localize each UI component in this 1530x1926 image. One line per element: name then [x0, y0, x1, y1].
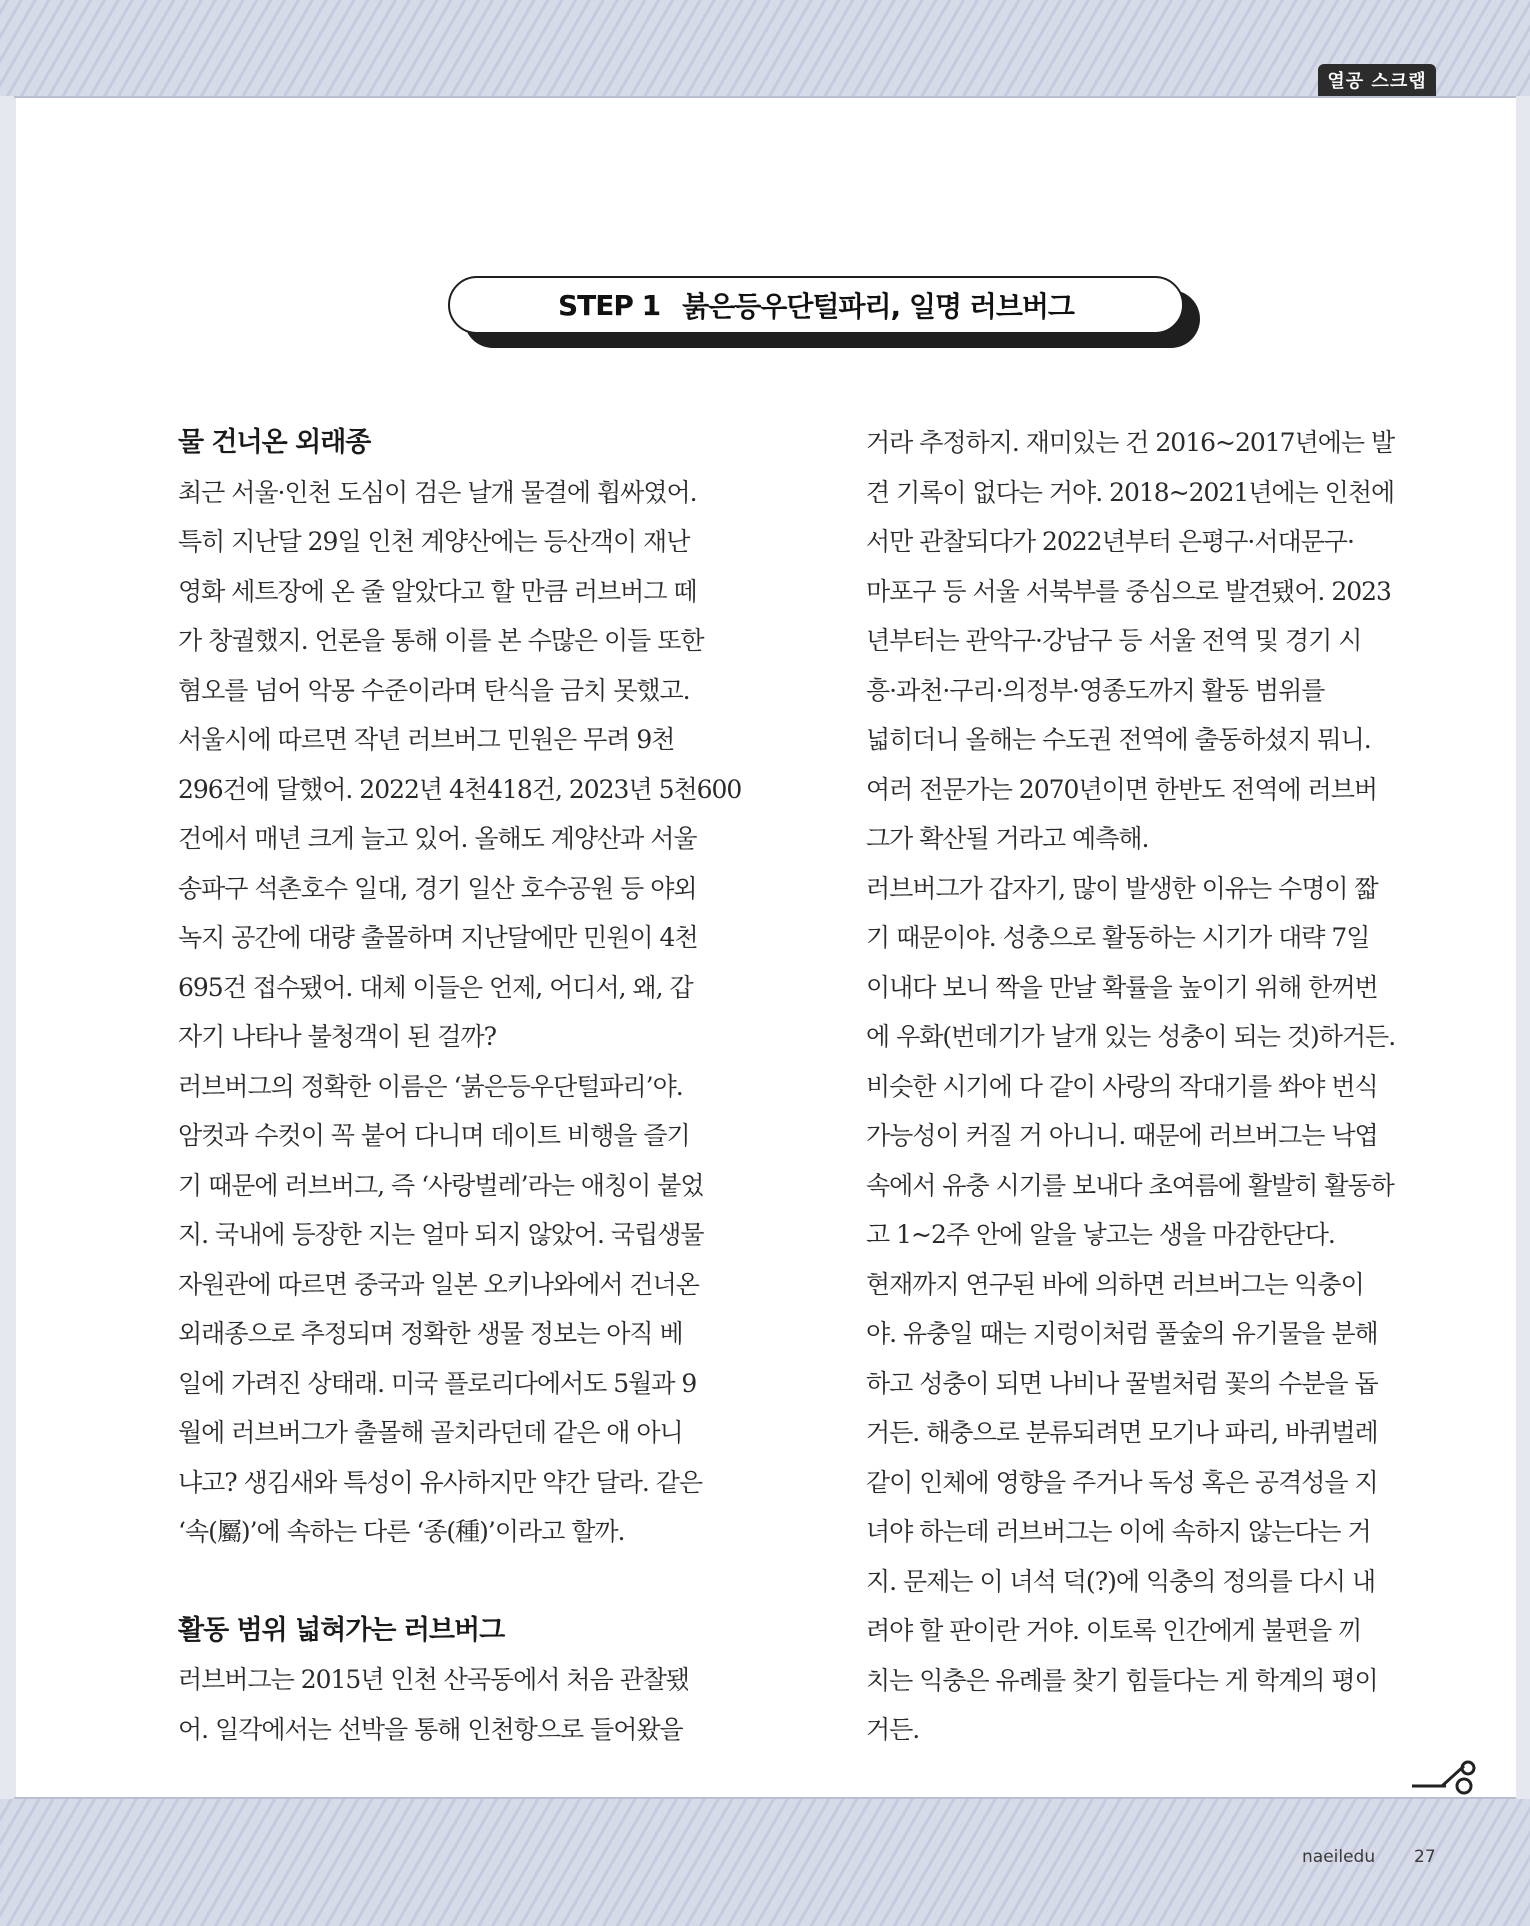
body-line: 가 창궐했지. 언론을 통해 이를 본 수많은 이들 또한 — [178, 626, 704, 655]
body-line: 일에 가려진 상태래. 미국 플로리다에서도 5월과 9 — [178, 1368, 697, 1398]
body-line: 마포구 등 서울 서북부를 중심으로 발견됐어. 2023 — [866, 576, 1391, 606]
body-line: 가능성이 커질 거 아니니. 때문에 러브버그는 낙엽 — [866, 1121, 1378, 1150]
body-line: 자기 나타나 불청객이 된 걸까? — [178, 1022, 496, 1051]
left-column — [178, 418, 756, 1754]
page-left-edge — [0, 0, 16, 1926]
step-banner — [448, 276, 1184, 334]
body-line: 695건 접수됐어. 대체 이들은 언제, 어디서, 왜, 갑 — [178, 972, 693, 1002]
bottom-stripe-band — [0, 1799, 1530, 1926]
body-line: 기 때문에 러브버그, 즉 ‘사랑벌레’라는 애칭이 붙었 — [178, 1170, 704, 1200]
step-title: 붉은등우단털파리, 일명 러브버그 — [682, 290, 1074, 323]
body-line: 냐고? 생김새와 특성이 유사하지만 약간 달라. 같은 — [178, 1467, 703, 1497]
left-body-1 — [178, 468, 756, 1557]
body-line: 현재까지 연구된 바에 의하면 러브버그는 익충이 — [866, 1269, 1364, 1299]
body-line: 서만 관찰되다가 2022년부터 은평구·서대문구· — [866, 527, 1354, 556]
section-tab: 열공 스크랩 — [1318, 64, 1436, 96]
left-body-2 — [178, 1655, 756, 1754]
body-line: 혐오를 넘어 악몽 수준이라며 탄식을 금치 못했고. — [178, 675, 690, 705]
body-line: 지. 국내에 등장한 지는 얼마 되지 않았어. 국립생물 — [178, 1220, 704, 1249]
body-line: 치는 익충은 유례를 찾기 힘들다는 게 학계의 평이 — [866, 1665, 1378, 1695]
body-line: 월에 러브버그가 출몰해 골치라던데 같은 애 아니 — [178, 1418, 683, 1447]
body-line: 러브버그가 갑자기, 많이 발생한 이유는 수명이 짧 — [866, 873, 1378, 903]
body-line: 견 기록이 없다는 거야. 2018~2021년에는 인천에 — [866, 477, 1395, 507]
body-line: 거라 추정하지. 재미있는 건 2016~2017년에는 발 — [866, 428, 1395, 457]
body-line: 특히 지난달 29일 인천 계양산에는 등산객이 재난 — [178, 527, 690, 556]
right-body — [866, 418, 1444, 1755]
body-line: 여러 전문가는 2070년이면 한반도 전역에 러브버 — [866, 774, 1378, 804]
body-line: 러브버그는 2015년 인천 산곡동에서 처음 관찰됐 — [178, 1665, 690, 1694]
scissors-icon — [1412, 1760, 1476, 1796]
body-line: 러브버그의 정확한 이름은 ‘붉은등우단털파리’야. — [178, 1071, 683, 1101]
body-line: 야. 유충일 때는 지렁이처럼 풀숲의 유기물을 분해 — [866, 1319, 1378, 1348]
page-number: 27 — [1414, 1847, 1436, 1867]
body-line: 에 우화(번데기가 날개 있는 성충이 되는 것)하거든. — [866, 1022, 1396, 1051]
body-line: 최근 서울·인천 도심이 검은 날개 물결에 휩싸였어. — [178, 477, 697, 507]
top-stripe-band — [0, 0, 1530, 96]
body-line: 자원관에 따르면 중국과 일본 오키나와에서 건너온 — [178, 1269, 699, 1299]
body-line: 속에서 유충 시기를 보내다 초여름에 활발히 활동하 — [866, 1170, 1394, 1200]
body-line: 그가 확산될 거라고 예측해. — [866, 824, 1149, 853]
body-line: 녀야 하는데 러브버그는 이에 속하지 않는다는 거 — [866, 1517, 1371, 1546]
section-heading-1: 물 건너온 외래종 — [178, 427, 371, 458]
footer-brand: naeiledu — [1302, 1847, 1376, 1867]
body-line: 년부터는 관악구·강남구 등 서울 전역 및 경기 시 — [866, 626, 1362, 655]
step-label: STEP 1 — [558, 288, 661, 322]
right-column — [866, 418, 1444, 1755]
body-line: 건에서 매년 크게 늘고 있어. 올해도 계양산과 서울 — [178, 824, 697, 853]
body-line: 려야 할 판이란 거야. 이토록 인간에게 불편을 끼 — [866, 1616, 1362, 1645]
body-line: 넓히더니 올해는 수도권 전역에 출동하셨지 뭐니. — [866, 725, 1371, 754]
body-line: 기 때문이야. 성충으로 활동하는 시기가 대략 7일 — [866, 923, 1370, 952]
body-line: 거든. 해충으로 분류되려면 모기나 파리, 바퀴벌레 — [866, 1418, 1378, 1447]
body-line: 지. 문제는 이 녀석 덕(?)에 익충의 정의를 다시 내 — [866, 1566, 1376, 1596]
body-line: 외래종으로 추정되며 정확한 생물 정보는 아직 베 — [178, 1319, 683, 1348]
body-line: 같이 인체에 영향을 주거나 독성 혹은 공격성을 지 — [866, 1467, 1378, 1497]
body-line: 비슷한 시기에 다 같이 사랑의 작대기를 쏴야 번식 — [866, 1071, 1378, 1101]
body-line: 송파구 석촌호수 일대, 경기 일산 호수공원 등 야외 — [178, 873, 697, 903]
body-line: 영화 세트장에 온 줄 알았다고 할 만큼 러브버그 떼 — [178, 576, 697, 606]
body-line: 하고 성충이 되면 나비나 꿀벌처럼 꽃의 수분을 돕 — [866, 1368, 1378, 1398]
body-line: 고 1~2주 안에 알을 낳고는 생을 마감한단다. — [866, 1220, 1335, 1249]
top-divider — [14, 96, 1516, 98]
body-line: 서울시에 따르면 작년 러브버그 민원은 무려 9천 — [178, 725, 675, 754]
body-line: 이내다 보니 짝을 만날 확률을 높이기 위해 한꺼번 — [866, 972, 1378, 1002]
body-line: 어. 일각에서는 선박을 통해 인천항으로 들어왔을 — [178, 1714, 683, 1744]
body-line: 흥·과천·구리·의정부·영종도까지 활동 범위를 — [866, 675, 1325, 705]
body-line: 296건에 달했어. 2022년 4천418건, 2023년 5천600 — [178, 774, 742, 804]
section-heading-2: 활동 범위 넓혀가는 러브버그 — [178, 1614, 505, 1646]
body-line: 거든. — [866, 1715, 920, 1744]
body-line: 녹지 공간에 대량 출몰하며 지난달에만 민원이 4천 — [178, 923, 698, 952]
page-right-edge — [1516, 0, 1530, 1926]
body-line: 암컷과 수컷이 꼭 붙어 다니며 데이트 비행을 즐기 — [178, 1121, 690, 1150]
body-line: ‘속(屬)’에 속하는 다른 ‘종(種)’이라고 할까. — [178, 1517, 625, 1546]
